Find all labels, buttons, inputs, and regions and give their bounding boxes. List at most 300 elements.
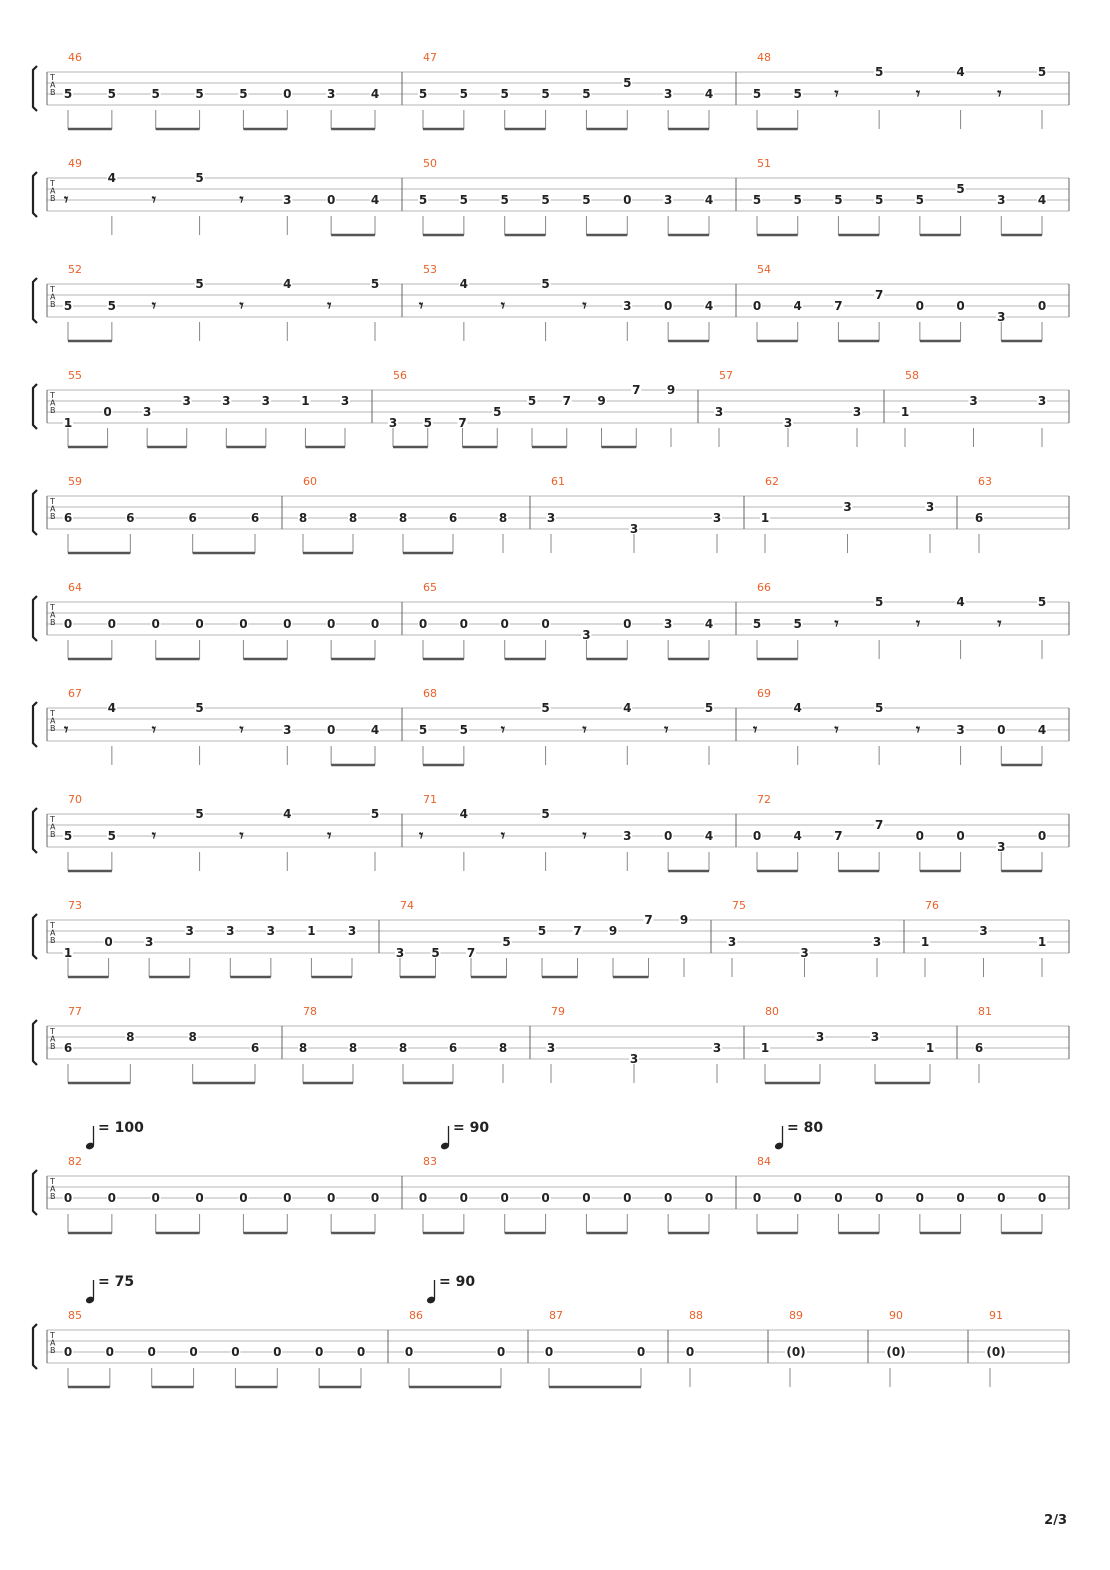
fret-number: 6	[448, 511, 458, 525]
eighth-rest: 𝄾	[419, 296, 424, 315]
fret-number: 3	[843, 500, 852, 514]
measure-number: 65	[423, 581, 437, 594]
tab-clef-letter: T	[50, 709, 55, 718]
tempo-value: = 90	[453, 1120, 490, 1136]
fret-number: 7	[834, 829, 843, 843]
fret-number: (0)	[786, 1345, 806, 1359]
fret-number: 1	[63, 946, 73, 960]
fret-number: 8	[298, 1041, 308, 1055]
tab-system	[33, 899, 1069, 977]
measure	[63, 1005, 260, 1083]
measure-number: 59	[68, 475, 82, 488]
fret-number: 5	[1037, 595, 1047, 609]
fret-number: 4	[704, 299, 714, 313]
fret-number: 9	[597, 394, 606, 408]
fret-number: 0	[704, 1191, 714, 1205]
fret-number: 0	[404, 1345, 414, 1359]
measure-number: 49	[68, 157, 82, 170]
tab-system	[33, 1005, 1069, 1083]
tab-clef-letter: B	[50, 1192, 56, 1201]
fret-number: 1	[307, 924, 316, 938]
eighth-rest: 𝄾	[327, 826, 332, 845]
measure-number: 48	[757, 51, 771, 64]
fret-number: 7	[466, 946, 476, 960]
measure-number: 51	[757, 157, 771, 170]
fret-number: 0	[752, 299, 762, 313]
measure-number: 82	[68, 1155, 82, 1168]
measure	[63, 475, 260, 553]
eighth-rest: 𝄾	[664, 720, 669, 739]
measure-number: 83	[423, 1155, 437, 1168]
system-bracket	[33, 66, 37, 111]
fret-number: 5	[537, 924, 547, 938]
fret-number: 8	[498, 1041, 508, 1055]
fret-number: 4	[283, 807, 292, 821]
measure	[985, 1309, 1007, 1387]
fret-number: 4	[107, 701, 117, 715]
measure-number: 64	[68, 581, 82, 594]
measure-number: 67	[68, 687, 82, 700]
fret-number: 6	[126, 511, 135, 525]
fret-number: 3	[395, 946, 405, 960]
fret-number: 0	[752, 1191, 762, 1205]
system-bracket	[33, 1324, 37, 1369]
measure	[418, 51, 714, 129]
fret-number: 5	[459, 723, 469, 737]
eighth-rest: 𝄾	[500, 720, 505, 739]
eighth-rest: 𝄾	[239, 296, 244, 315]
eighth-rest: 𝄾	[239, 720, 244, 739]
tab-clef-letter: A	[50, 186, 56, 196]
fret-number: 5	[582, 87, 591, 101]
measure-number: 90	[889, 1309, 903, 1322]
measure	[63, 793, 380, 871]
fret-number: 0	[283, 1191, 292, 1205]
fret-number: 5	[370, 807, 380, 821]
measure	[752, 581, 1047, 659]
fret-number: 3	[283, 193, 292, 207]
tab-clef-letter: A	[50, 292, 56, 302]
measure	[298, 1005, 508, 1083]
fret-number: 0	[283, 87, 292, 101]
measure-number: 66	[757, 581, 771, 594]
measure	[63, 369, 350, 447]
fret-number: 1	[63, 416, 73, 430]
eighth-rest: 𝄾	[582, 296, 587, 315]
fret-number: 4	[793, 299, 802, 313]
measure	[418, 263, 714, 341]
fret-number: 3	[872, 935, 882, 949]
measure	[298, 475, 508, 553]
measure-number: 78	[303, 1005, 317, 1018]
fret-number: 3	[956, 723, 965, 737]
fret-number: 0	[105, 1345, 115, 1359]
fret-number: 4	[956, 595, 965, 609]
fret-number: 7	[458, 416, 467, 430]
eighth-rest: 𝄾	[834, 720, 839, 739]
measure-number: 85	[68, 1309, 82, 1322]
fret-number: 0	[239, 1191, 248, 1205]
fret-number: 0	[663, 299, 673, 313]
measure	[63, 157, 380, 235]
fret-number: 9	[608, 924, 618, 938]
tab-clef-letter: A	[50, 822, 56, 832]
fret-number: 0	[283, 617, 292, 631]
measure-number: 89	[789, 1309, 803, 1322]
system-bracket	[33, 1170, 37, 1215]
tab-clef-letter: B	[50, 406, 56, 415]
fret-number: 3	[969, 394, 978, 408]
fret-number: 6	[448, 1041, 458, 1055]
fret-number: 0	[915, 1191, 925, 1205]
fret-number: 0	[151, 1191, 160, 1205]
fret-number: 5	[423, 416, 432, 430]
measure	[760, 475, 935, 553]
system-bracket	[33, 808, 37, 853]
tab-clef-letter: A	[50, 1034, 56, 1044]
fret-number: 0	[231, 1345, 240, 1359]
fret-number: 5	[151, 87, 160, 101]
fret-number: 5	[500, 87, 509, 101]
fret-number: 5	[195, 277, 204, 291]
eighth-rest: 𝄾	[915, 84, 921, 103]
measure	[752, 157, 1047, 235]
fret-number: 7	[834, 299, 843, 313]
measure-number: 52	[68, 263, 82, 276]
tab-clef-letter: A	[50, 928, 56, 938]
fret-number: 0	[370, 617, 380, 631]
fret-number: 3	[144, 935, 154, 949]
fret-number: 0	[1037, 299, 1047, 313]
fret-number: 0	[541, 617, 550, 631]
eighth-rest: 𝄾	[997, 84, 1002, 103]
fret-number: 0	[500, 1191, 509, 1205]
tab-system	[33, 1120, 1069, 1233]
fret-number: 0	[500, 617, 509, 631]
measure-number: 77	[68, 1005, 82, 1018]
eighth-rest: 𝄾	[997, 614, 1002, 633]
fret-number: 4	[459, 807, 469, 821]
tab-clef-letter: B	[50, 830, 56, 839]
tempo-value: = 100	[98, 1120, 144, 1136]
eighth-rest: 𝄾	[151, 826, 156, 845]
fret-number: 8	[188, 1030, 197, 1044]
fret-number: 5	[63, 299, 73, 313]
fret-number: 4	[793, 829, 802, 843]
fret-number: 0	[1037, 1191, 1047, 1205]
fret-number: 5	[793, 193, 802, 207]
page-number: 2/3	[1044, 1513, 1067, 1528]
fret-number: 5	[63, 87, 73, 101]
measure	[546, 475, 722, 553]
eighth-rest: 𝄾	[834, 614, 839, 633]
fret-number: 5	[418, 193, 428, 207]
tab-clef-letter: T	[50, 285, 55, 294]
fret-number: 4	[1037, 723, 1047, 737]
fret-number: 0	[915, 299, 925, 313]
fret-number: 0	[326, 1191, 336, 1205]
tab-clef-letter: T	[50, 391, 55, 400]
measure-number: 86	[409, 1309, 423, 1322]
tab-clef-letter: T	[50, 815, 55, 824]
fret-number: 1	[301, 394, 310, 408]
fret-number: 1	[760, 1041, 770, 1055]
measure-number: 70	[68, 793, 82, 806]
fret-number: 3	[582, 628, 591, 642]
fret-number: 3	[142, 405, 152, 419]
eighth-rest: 𝄾	[419, 826, 424, 845]
fret-number: 3	[714, 405, 724, 419]
tab-clef-letter: A	[50, 610, 56, 620]
fret-number: 3	[783, 416, 793, 430]
fret-number: 5	[418, 723, 428, 737]
tab-system	[33, 687, 1069, 765]
measure-number: 58	[905, 369, 919, 382]
fret-number: 5	[459, 87, 469, 101]
fret-number: 4	[793, 701, 802, 715]
measure	[418, 157, 714, 235]
fret-number: 0	[793, 1191, 802, 1205]
fret-number: 0	[356, 1345, 366, 1359]
fret-number: 5	[874, 65, 884, 79]
fret-number: 0	[147, 1345, 156, 1359]
system-bracket	[33, 596, 37, 641]
fret-number: 6	[63, 511, 73, 525]
tab-clef-letter: B	[50, 724, 56, 733]
fret-number: 3	[222, 394, 231, 408]
eighth-rest: 𝄾	[582, 720, 587, 739]
fret-number: 5	[459, 193, 469, 207]
measure-number: 50	[423, 157, 437, 170]
fret-number: 0	[239, 617, 248, 631]
tab-clef-letter: T	[50, 1027, 55, 1036]
measure	[546, 1005, 722, 1083]
fret-number: 5	[915, 193, 925, 207]
measure-number: 75	[732, 899, 746, 912]
fret-number: 3	[712, 511, 722, 525]
fret-number: 0	[459, 1191, 469, 1205]
measure	[974, 1005, 992, 1083]
eighth-rest: 𝄾	[915, 614, 921, 633]
measure-number: 71	[423, 793, 437, 806]
tab-system	[33, 1274, 1069, 1387]
measure-number: 69	[757, 687, 771, 700]
fret-number: 0	[195, 1191, 204, 1205]
system-bracket	[33, 914, 37, 959]
measure	[760, 1005, 935, 1083]
tab-system	[33, 475, 1069, 553]
fret-number: 3	[326, 87, 336, 101]
measure	[752, 263, 1047, 341]
eighth-rest: 𝄾	[915, 720, 921, 739]
measure	[418, 687, 714, 765]
fret-number: 0	[326, 723, 336, 737]
measure-number: 87	[549, 1309, 563, 1322]
measure	[63, 687, 380, 765]
fret-number: 8	[126, 1030, 135, 1044]
measure-number: 88	[689, 1309, 703, 1322]
tab-clef-letter: A	[50, 1338, 56, 1348]
measure-number: 91	[989, 1309, 1003, 1322]
tab-clef-letter: T	[50, 497, 55, 506]
fret-number: 0	[623, 1191, 632, 1205]
fret-number: 3	[629, 1052, 639, 1066]
fret-number: 0	[997, 1191, 1006, 1205]
tab-clef-letter: B	[50, 512, 56, 521]
fret-number: 0	[752, 829, 762, 843]
fret-number: 0	[107, 1191, 117, 1205]
eighth-rest: 𝄾	[753, 720, 758, 739]
tempo-value: = 80	[787, 1120, 824, 1136]
tab-clef-letter: A	[50, 1184, 56, 1194]
tab-clef-letter: A	[50, 80, 56, 90]
fret-number: 0	[997, 723, 1006, 737]
fret-number: 0	[874, 1191, 884, 1205]
fret-number: 3	[870, 1030, 880, 1044]
measure	[752, 51, 1047, 129]
measure-number: 56	[393, 369, 407, 382]
tab-clef-letter: B	[50, 1346, 56, 1355]
fret-number: 0	[63, 617, 73, 631]
fret-number: 7	[632, 383, 641, 397]
system-bracket	[33, 384, 37, 429]
fret-number: 5	[582, 193, 591, 207]
fret-number: 5	[370, 277, 380, 291]
fret-number: 0	[915, 829, 925, 843]
measure-number: 81	[978, 1005, 992, 1018]
fret-number: (0)	[986, 1345, 1006, 1359]
tab-clef-letter: T	[50, 73, 55, 82]
measure-number: 62	[765, 475, 779, 488]
tempo-marking	[85, 1274, 134, 1304]
fret-number: 3	[997, 310, 1006, 324]
fret-number: 1	[1037, 935, 1047, 949]
tab-clef-letter: B	[50, 936, 56, 945]
fret-number: 0	[956, 1191, 965, 1205]
fret-number: 5	[623, 76, 632, 90]
measure	[418, 581, 714, 659]
fret-number: 5	[1037, 65, 1047, 79]
tab-clef-letter: T	[50, 603, 55, 612]
fret-number: 4	[283, 277, 292, 291]
eighth-rest: 𝄾	[64, 190, 69, 209]
measure	[900, 369, 1047, 447]
fret-number: 5	[63, 829, 73, 843]
measure	[785, 1309, 807, 1387]
tempo-marking	[774, 1120, 823, 1150]
measure	[418, 793, 714, 871]
fret-number: 3	[347, 924, 357, 938]
measure-number: 46	[68, 51, 82, 64]
fret-number: 0	[459, 617, 469, 631]
fret-number: 5	[541, 807, 550, 821]
fret-number: 5	[239, 87, 248, 101]
tab-system	[33, 369, 1069, 447]
fret-number: 0	[370, 1191, 380, 1205]
fret-number: 5	[874, 701, 884, 715]
tempo-value: = 90	[439, 1274, 476, 1290]
fret-number: 0	[623, 193, 632, 207]
fret-number: 5	[107, 299, 117, 313]
fret-number: 0	[273, 1345, 282, 1359]
measure	[920, 899, 1047, 977]
tab-clef-letter: T	[50, 179, 55, 188]
eighth-rest: 𝄾	[327, 296, 332, 315]
fret-number: 3	[546, 511, 556, 525]
fret-number: 8	[348, 1041, 358, 1055]
fret-number: 5	[704, 701, 714, 715]
fret-number: 0	[326, 193, 336, 207]
fret-number: 3	[663, 87, 673, 101]
measure	[727, 899, 882, 977]
fret-number: 0	[63, 1191, 73, 1205]
system-bracket	[33, 490, 37, 535]
eighth-rest: 𝄾	[500, 296, 505, 315]
tab-clef-letter: T	[50, 1331, 55, 1340]
fret-number: 4	[370, 193, 380, 207]
tab-clef-letter: A	[50, 716, 56, 726]
measure-number: 73	[68, 899, 82, 912]
fret-number: 7	[874, 818, 884, 832]
fret-number: 3	[340, 394, 350, 408]
fret-number: 5	[493, 405, 502, 419]
fret-number: 5	[107, 829, 117, 843]
fret-number: 1	[760, 511, 770, 525]
fret-number: 0	[103, 405, 112, 419]
measure	[544, 1309, 646, 1387]
fret-number: 4	[1037, 193, 1047, 207]
system-bracket	[33, 172, 37, 217]
fret-number: 4	[704, 87, 714, 101]
tab-system	[33, 263, 1069, 341]
measure-number: 72	[757, 793, 771, 806]
fret-number: 5	[541, 87, 550, 101]
fret-number: 3	[546, 1041, 556, 1055]
fret-number: 8	[298, 511, 308, 525]
tempo-marking	[440, 1120, 489, 1150]
fret-number: 4	[370, 723, 380, 737]
measure-number: 68	[423, 687, 437, 700]
tab-clef-letter: T	[50, 1177, 55, 1186]
fret-number: 8	[398, 1041, 408, 1055]
fret-number: 4	[956, 65, 965, 79]
eighth-rest: 𝄾	[151, 190, 156, 209]
fret-number: 1	[925, 1041, 935, 1055]
fret-number: 9	[679, 913, 689, 927]
tempo-marking	[85, 1120, 144, 1150]
fret-number: 5	[107, 87, 117, 101]
fret-number: 1	[900, 405, 910, 419]
tab-clef-letter: B	[50, 194, 56, 203]
measure	[752, 687, 1047, 765]
fret-number: 1	[920, 935, 930, 949]
fret-number: 4	[704, 617, 714, 631]
eighth-rest: 𝄾	[834, 84, 839, 103]
fret-number: 7	[874, 288, 884, 302]
fret-number: 8	[498, 511, 508, 525]
fret-number: 3	[266, 924, 276, 938]
fret-number: 3	[727, 935, 737, 949]
fret-number: 6	[250, 511, 260, 525]
fret-number: 5	[752, 193, 762, 207]
fret-number: 3	[629, 522, 639, 536]
fret-number: 5	[834, 193, 843, 207]
tab-clef-letter: B	[50, 88, 56, 97]
fret-number: 5	[502, 935, 511, 949]
fret-number: 6	[63, 1041, 73, 1055]
system-bracket	[33, 278, 37, 323]
tab-clef-letter: B	[50, 1042, 56, 1051]
